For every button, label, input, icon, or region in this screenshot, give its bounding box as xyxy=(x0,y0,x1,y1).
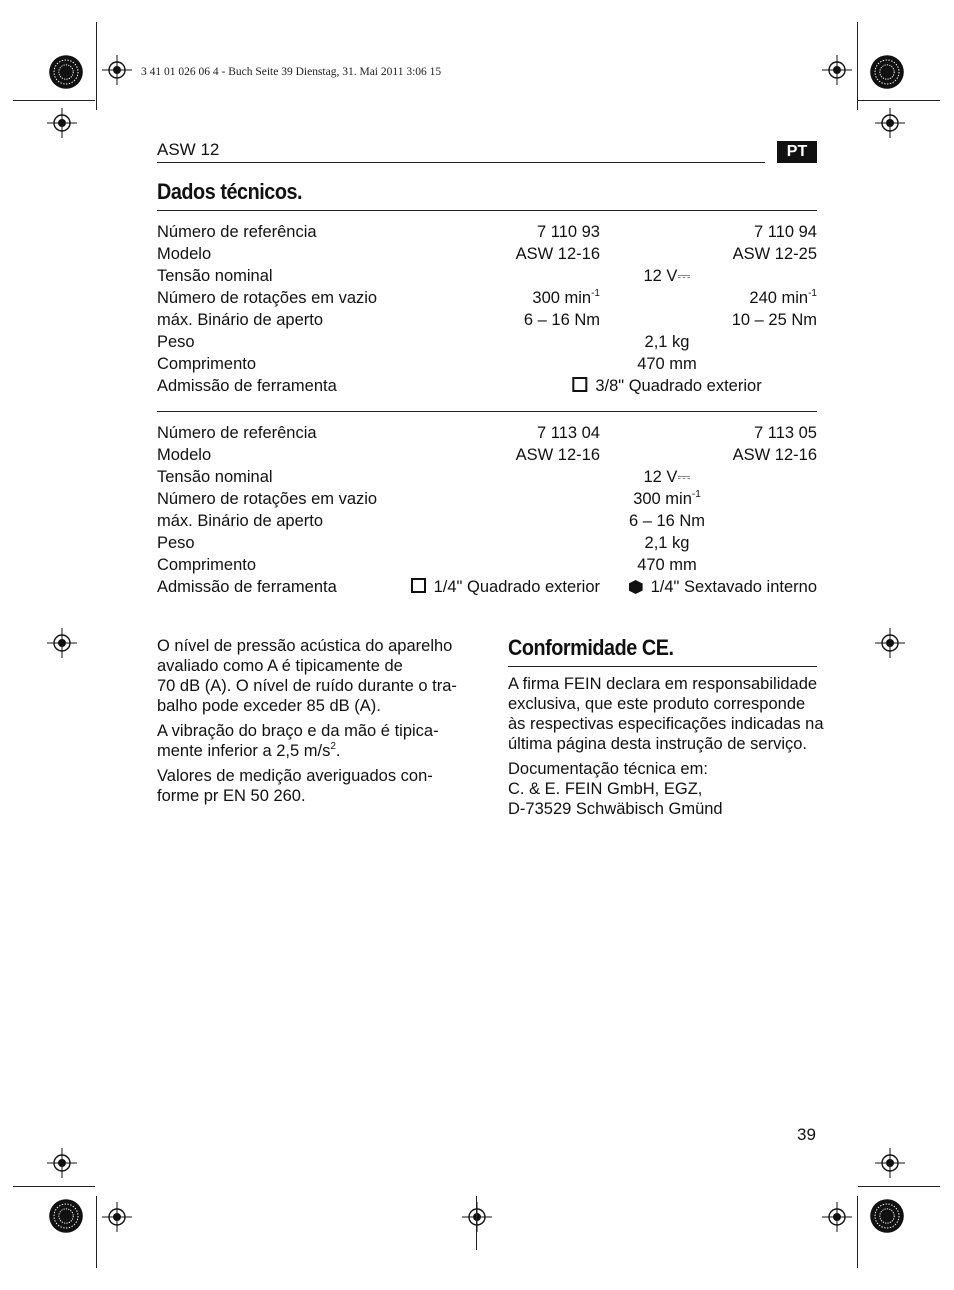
row-label: máx. Binário de aperto xyxy=(157,311,324,329)
row-label: Número de referência xyxy=(157,424,317,442)
registration-mark-icon xyxy=(47,1148,77,1178)
table-row xyxy=(157,488,817,510)
table-row xyxy=(157,353,817,375)
text-line: A vibração do braço e da mão é tipica- xyxy=(157,722,439,740)
table-row xyxy=(157,422,817,444)
text-line: forme pr EN 50 260. xyxy=(157,787,306,805)
table-row xyxy=(157,287,817,309)
table-row xyxy=(157,309,817,331)
value-col1 xyxy=(411,576,600,598)
text-line: . xyxy=(335,742,341,760)
value-col2 xyxy=(629,576,817,598)
row-label: Número de rotações em vazio xyxy=(157,289,378,307)
text-line: 70 dB (A). O nível de ruído durante o tra- xyxy=(157,677,457,695)
registration-mark-icon xyxy=(822,1202,852,1232)
value-text: 300 min xyxy=(633,490,692,508)
value-text: 1/4" Quadrado exterior xyxy=(433,578,600,596)
table-row xyxy=(157,466,817,488)
trim-mark xyxy=(857,1196,858,1268)
row-label: Tensão nominal xyxy=(157,468,273,486)
value-col2 xyxy=(749,287,817,309)
table-row xyxy=(157,444,817,466)
row-label: Comprimento xyxy=(157,556,257,574)
value-text: 1/4" Sextavado interno xyxy=(650,578,817,596)
technical-data-heading: Dados técnicos. xyxy=(157,179,303,204)
value-col2: 7 113 05 xyxy=(753,424,817,442)
value-shared: 470 mm xyxy=(637,355,697,373)
declaration-paragraph xyxy=(508,674,824,754)
value-text: 3/8" Quadrado exterior xyxy=(595,377,762,395)
registration-mark-icon xyxy=(102,55,132,85)
language-badge: PT xyxy=(777,141,817,163)
noise-vibration-text xyxy=(157,636,477,811)
table-row xyxy=(157,576,817,598)
value-shared: 2,1 kg xyxy=(644,534,690,552)
row-label: Modelo xyxy=(157,446,212,464)
row-label: Número de referência xyxy=(157,223,317,241)
row-label: Comprimento xyxy=(157,355,257,373)
noise-paragraph xyxy=(157,636,477,716)
trim-mark xyxy=(857,22,858,110)
value-col2: ASW 12-16 xyxy=(732,446,817,464)
registration-mark-icon xyxy=(822,55,852,85)
heading-divider xyxy=(508,666,817,667)
table-row xyxy=(157,243,817,265)
page-header-title: ASW 12 xyxy=(157,140,220,159)
table-row xyxy=(157,375,817,397)
trim-mark xyxy=(96,1196,97,1268)
row-label: Número de rotações em vazio xyxy=(157,490,378,508)
page-number: 39 xyxy=(797,1125,816,1144)
conformity-text xyxy=(508,674,824,824)
color-registration-icon xyxy=(48,1198,84,1234)
value-col2: ASW 12-25 xyxy=(732,245,817,263)
spec-table-1 xyxy=(157,221,817,397)
unit-exponent: -1 xyxy=(691,488,701,500)
registration-mark-icon xyxy=(875,628,905,658)
registration-mark-icon xyxy=(875,108,905,138)
trim-mark xyxy=(96,22,97,110)
value-text: 240 min xyxy=(749,289,809,307)
registration-mark-icon xyxy=(875,1148,905,1178)
value-shared: 12 V⎓ xyxy=(643,267,691,285)
color-registration-icon xyxy=(869,1198,905,1234)
table-row xyxy=(157,221,817,243)
square-drive-icon xyxy=(411,578,426,593)
registration-mark-icon xyxy=(47,628,77,658)
table-divider xyxy=(157,411,817,412)
table-row xyxy=(157,532,817,554)
row-label: Modelo xyxy=(157,245,212,263)
spec-table-2 xyxy=(157,422,817,598)
unit-exponent: 2 xyxy=(330,740,336,752)
text-line: mente inferior a 2,5 m/s xyxy=(157,742,331,760)
text-line: A firma FEIN declara em responsabilidade xyxy=(508,675,818,693)
value-col1: 6 – 16 Nm xyxy=(523,311,600,329)
heading-divider xyxy=(157,210,817,211)
text-line: balho pode exceder 85 dB (A). xyxy=(157,697,381,715)
row-label: Admissão de ferramenta xyxy=(157,578,337,596)
documentation-paragraph xyxy=(508,759,817,819)
value-col1: 7 110 93 xyxy=(536,223,600,241)
trim-mark xyxy=(476,1196,477,1250)
color-registration-icon xyxy=(48,54,84,90)
unit-exponent: -1 xyxy=(808,287,817,299)
measurement-paragraph xyxy=(157,766,477,806)
table-row xyxy=(157,265,817,287)
value-shared: 2,1 kg xyxy=(644,333,690,351)
value-col1: ASW 12-16 xyxy=(515,245,600,263)
row-label: máx. Binário de aperto xyxy=(157,512,324,530)
value-shared xyxy=(633,488,701,510)
trim-mark xyxy=(13,100,95,101)
text-line: às respectivas especificações indicadas na xyxy=(508,715,824,733)
value-col1: ASW 12-16 xyxy=(515,446,600,464)
value-col1 xyxy=(532,287,600,309)
value-text: 300 min xyxy=(532,289,592,307)
value-col1: 7 113 04 xyxy=(536,424,600,442)
row-label: Peso xyxy=(157,534,195,552)
color-registration-icon xyxy=(869,54,905,90)
text-line: exclusiva, que este produto corresponde xyxy=(508,695,806,713)
table-row xyxy=(157,331,817,353)
print-stamp: 3 41 01 026 06 4 - Buch Seite 39 Dienstag, 31. Mai 2011 3:06 15 xyxy=(141,66,442,78)
text-line: D-73529 Schwäbisch Gmünd xyxy=(508,800,723,818)
unit-exponent: -1 xyxy=(591,287,600,299)
vibration-paragraph xyxy=(157,721,477,761)
trim-mark xyxy=(858,1186,940,1187)
header-divider xyxy=(157,162,765,163)
table-row xyxy=(157,510,817,532)
hexagon-socket-icon xyxy=(629,580,643,594)
value-shared: 12 V⎓ xyxy=(643,468,691,486)
value-col2: 7 110 94 xyxy=(753,223,817,241)
registration-mark-icon xyxy=(47,108,77,138)
text-line: avaliado como A é tipicamente de xyxy=(157,657,403,675)
text-line: Documentação técnica em: xyxy=(508,760,708,778)
text-line: última página desta instrução de serviço. xyxy=(508,735,807,753)
trim-mark xyxy=(13,1186,95,1187)
value-shared xyxy=(572,375,761,397)
value-col2: 10 – 25 Nm xyxy=(731,311,817,329)
square-drive-icon xyxy=(572,377,587,392)
row-label: Tensão nominal xyxy=(157,267,273,285)
value-shared: 470 mm xyxy=(637,556,697,574)
trim-mark xyxy=(858,100,940,101)
row-label: Admissão de ferramenta xyxy=(157,377,337,395)
text-line: Valores de medição averiguados con- xyxy=(157,767,433,785)
text-line: C. & E. FEIN GmbH, EGZ, xyxy=(508,780,703,798)
registration-mark-icon xyxy=(102,1202,132,1232)
registration-mark-icon xyxy=(462,1202,492,1232)
value-shared: 6 – 16 Nm xyxy=(628,512,706,530)
row-label: Peso xyxy=(157,333,195,351)
table-row xyxy=(157,554,817,576)
conformity-heading: Conformidade CE. xyxy=(508,635,674,660)
text-line: O nível de pressão acústica do aparelho xyxy=(157,637,453,655)
